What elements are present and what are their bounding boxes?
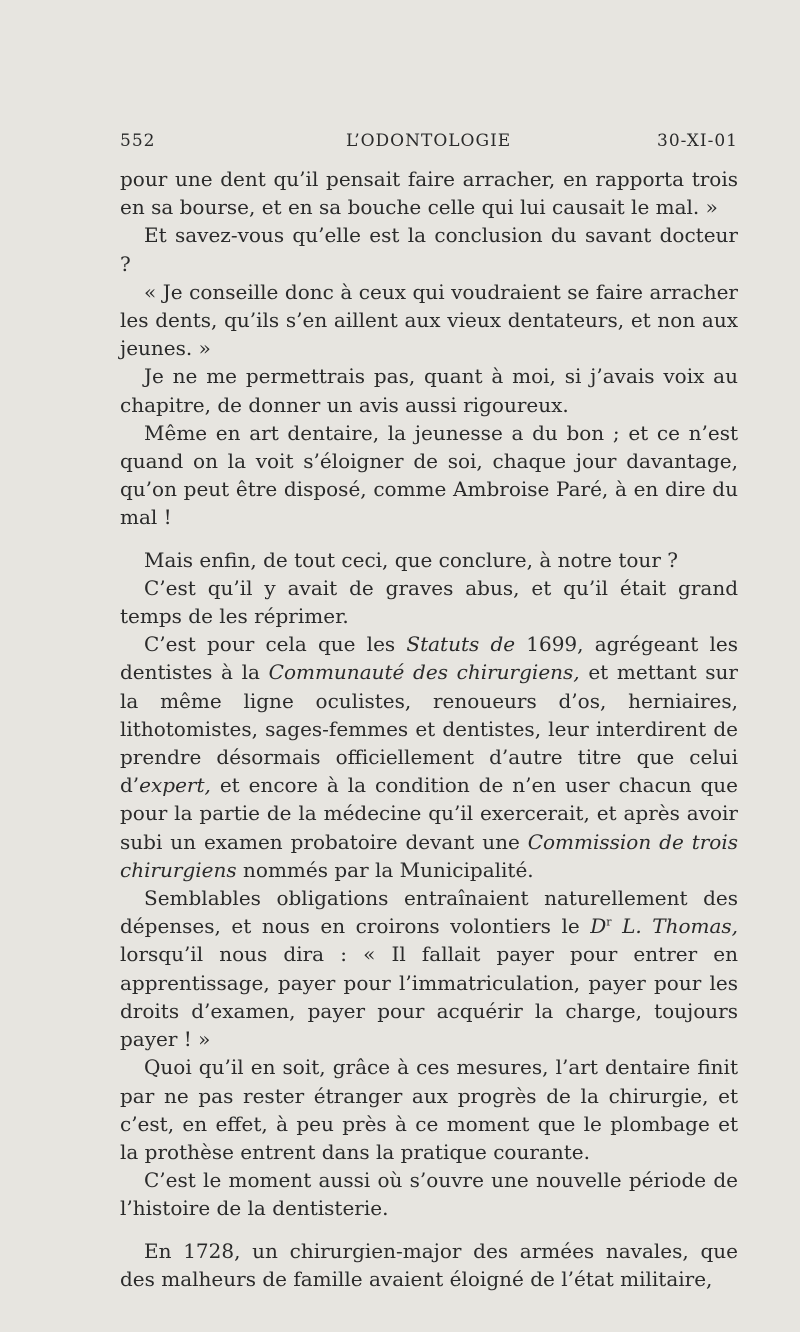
p8-text-d: et encore à la condition de n’en user chacun que pour la partie de la médecine qu’il exercerait, et après avoir subi un examen probatoire devant une <box>120 773 738 854</box>
paragraph-4: Je ne me permettrais pas, quant à moi, si j’avais voix au chapitre, de donner un avis aussi rigoureux. <box>120 364 738 417</box>
paragraph-2: Et savez-vous qu’elle est la conclusion du savant docteur ? <box>120 223 738 276</box>
paragraph-6: Mais enfin, de tout ceci, que conclure, à notre tour ? <box>144 547 678 572</box>
paragraph-10: Quoi qu’il en soit, grâce à ces mesures, l’art dentaire finit par ne pas rester étranger aux progrès de la chirurgie, et c’est, en effet, à peu près à ce moment que le plombage et la prothèse entrent dans la pratique courante. <box>120 1055 738 1164</box>
body-text <box>120 165 738 1293</box>
paragraph-7: C’est qu’il y avait de graves abus, et qu’il était grand temps de les réprimer. <box>120 575 738 629</box>
commission-italic: Commission de trois chirurgiens <box>120 829 738 882</box>
running-header <box>120 131 738 157</box>
communaute-italic: Communauté des chirurgiens, <box>268 660 580 685</box>
paragraph-11: C’est le moment aussi où s’ouvre une nouvelle période de l’histoire de la dentisterie. <box>120 1168 738 1221</box>
paragraph-9 <box>120 884 738 1053</box>
p8-text-b: 1699, agrégeant les dentistes à la <box>120 632 738 685</box>
doctor-abbrev: D <box>590 914 607 939</box>
running-title: L’ODONTOLOGIE <box>346 131 512 151</box>
p8-text-a: C’est pour cela que les <box>144 632 407 657</box>
statuts-italic: Statuts de <box>406 632 516 657</box>
thomas-italic: L. Thomas, <box>611 914 739 939</box>
paragraph-12: En 1728, un chirurgien-major des armées navales, que des malheurs de famille avaient éloigné de l’état militaire, <box>120 1238 738 1291</box>
p9-text-b: lorsqu’il nous dira : « Il fallait payer pour entrer en apprentissage, payer pour l’immatriculation, payer pour les droits d’examen, payer pour acquérir la charge, toujours payer ! » <box>120 942 738 1052</box>
paragraph-8 <box>120 630 738 884</box>
p9-text-a: Semblables obligations entraînaient naturellement des dépenses, et nous en croirons volontiers le <box>120 886 738 939</box>
doctor-abbrev-sup: r <box>606 915 612 929</box>
expert-italic: expert, <box>139 773 211 798</box>
p8-text-c: et mettant sur la même ligne oculistes, renoueurs d’os, herniaires, lithotomistes, sages-femmes et dentistes, leur interdirent de prendre désormais officiellement d’autre titre que celui d’ <box>120 660 738 798</box>
paragraph-3: « Je conseille donc à ceux qui voudraient se faire arracher les dents, qu’ils s’en aillent aux vieux dentateurs, et non aux jeunes. » <box>120 279 738 361</box>
paragraph-1: pour une dent qu’il pensait faire arracher, en rapporta trois en sa bourse, et en sa bouche celle qui lui causait le mal. » <box>120 167 738 220</box>
p8-text-e: nommés par la Municipalité. <box>236 857 534 882</box>
paragraph-5: Même en art dentaire, la jeunesse a du bon ; et ce n’est quand on la voit s’éloigner de soi, chaque jour davantage, qu’on peut être disposé, comme Ambroise Paré, à en dire du mal ! <box>120 420 738 530</box>
issue-date: 30-XI-01 <box>657 131 738 151</box>
page-number: 552 <box>120 131 156 151</box>
